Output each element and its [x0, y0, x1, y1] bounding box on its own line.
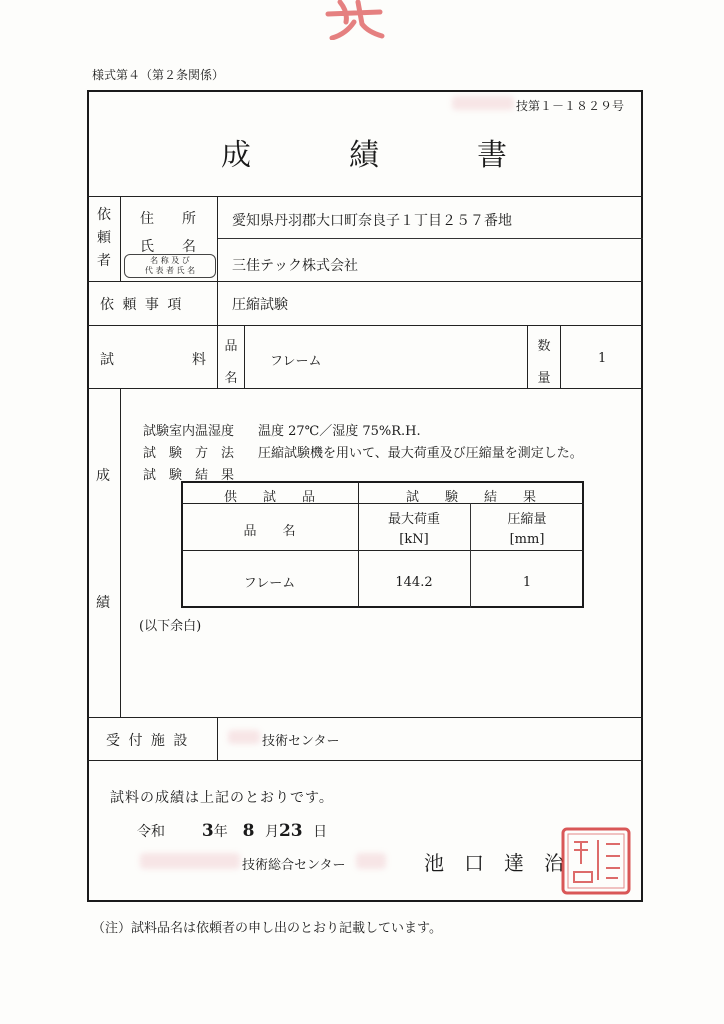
table-cell-name: フレーム — [243, 576, 296, 591]
redacted-area — [452, 96, 514, 110]
env-value: 温度 27℃／湿度 75%R.H. — [258, 424, 421, 439]
table-header-result: 試 験 結 果 — [405, 490, 536, 505]
table-cell-compression: 1 — [522, 575, 532, 590]
reception-label: 受 付 施 設 — [106, 733, 190, 749]
request-item-label: 依 頼 事 項 — [100, 297, 184, 313]
hinmei-label: 品 名 — [224, 339, 238, 386]
results-label-top: 成 — [96, 468, 110, 484]
reception-value: 技術センター — [262, 734, 340, 749]
remainder-note: (以下余白) — [139, 619, 202, 634]
quantity-value: 1 — [598, 351, 607, 366]
requester-name-value: 三佳テック株式会社 — [232, 258, 358, 274]
name-sub-label: 名 称 及 び 代 表 者 氏 名 — [124, 254, 216, 278]
address-value: 愛知県丹羽郡大口町奈良子１丁目２５７番地 — [232, 213, 512, 229]
sample-label-left: 試 — [100, 352, 114, 368]
table-header-sample: 供 試 品 — [223, 490, 315, 505]
footnote: （注）試料品名は依頼者の申し出のとおり記載しています。 — [92, 921, 442, 936]
form-label: 様式第４（第２条関係） — [92, 68, 225, 82]
organization-name: 技術総合センター — [242, 858, 346, 873]
method-value: 圧縮試験機を用いて、最大荷重及び圧縮量を測定した。 — [258, 446, 583, 461]
request-item-value: 圧縮試験 — [232, 297, 288, 313]
sample-name-value: フレーム — [270, 354, 322, 369]
env-label: 試験室内温湿度 — [143, 424, 235, 439]
table-cell-max-load: 144.2 — [395, 575, 433, 590]
signatory-name: 池 口 達 治 — [424, 851, 564, 875]
table-col-compression: 圧縮量 [mm] — [507, 512, 547, 547]
results-label-bottom: 績 — [96, 595, 110, 611]
page-title: 成 績 書 — [221, 138, 509, 173]
official-seal-stamp — [560, 826, 632, 896]
top-seal-stamp — [318, 0, 398, 40]
sample-label-right: 料 — [192, 352, 206, 368]
redacted-area — [356, 853, 386, 869]
address-label: 住 所 — [140, 211, 196, 227]
issue-date: 令和 3年 8 月23 日 — [137, 821, 328, 841]
requester-group-label: 依 頼 者 — [97, 207, 111, 269]
method-label: 試 験 方 法 — [143, 446, 235, 461]
redacted-area — [140, 853, 240, 869]
document-number: 技第１－１８２９号 — [516, 99, 625, 113]
name-label: 氏 名 — [140, 239, 196, 255]
result-label: 試 験 結 果 — [143, 468, 235, 483]
quantity-label: 数 量 — [537, 339, 551, 386]
certification-statement: 試料の成績は上記のとおりです。 — [110, 790, 334, 806]
table-col-max-load: 最大荷重 [kN] — [387, 512, 440, 547]
redacted-area — [228, 730, 260, 744]
table-col-name: 品 名 — [243, 524, 296, 539]
